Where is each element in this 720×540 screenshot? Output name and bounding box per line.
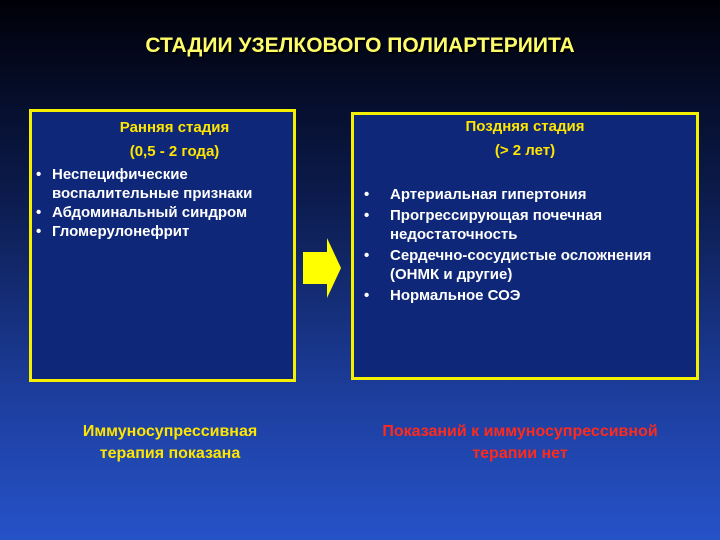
- bullet-icon: •: [36, 223, 42, 240]
- early-stage-box: [29, 109, 296, 382]
- list-item: [354, 206, 696, 244]
- early-stage-list: [32, 165, 293, 241]
- bullet-icon: •: [36, 166, 42, 183]
- bullet-icon: •: [364, 247, 370, 264]
- right-arrow-icon: [303, 238, 341, 298]
- late-stage-box: [351, 112, 699, 380]
- late-stage-heading-line1: Поздняя стадия: [465, 118, 585, 135]
- late-stage-heading-line2: (> 2 лет): [494, 142, 556, 159]
- list-item-text: Сердечно-сосудистые осложнения (ОНМК и другие): [390, 247, 652, 283]
- list-item-text: Нормальное СОЭ: [390, 287, 521, 304]
- list-item: [28, 165, 293, 203]
- list-item-text: Неспецифические воспалительные признаки: [52, 166, 253, 202]
- late-stage-note-line1: Показаний к иммуносупрессивной: [382, 423, 658, 440]
- late-stage-note-line2: терапии нет: [472, 445, 568, 462]
- bullet-icon: •: [36, 204, 42, 221]
- list-item: [354, 246, 696, 284]
- list-item: [354, 185, 696, 204]
- bullet-icon: •: [364, 186, 370, 203]
- list-item: [354, 286, 696, 305]
- list-item-text: Гломерулонефрит: [52, 223, 190, 240]
- late-stage-heading: [354, 115, 696, 163]
- early-stage-note-line2: терапия показана: [99, 445, 241, 462]
- list-item-text: Артериальная гипертония: [390, 186, 587, 203]
- bullet-icon: •: [364, 207, 370, 224]
- slide-title: СТАДИИ УЗЕЛКОВОГО ПОЛИАРТЕРИИТА: [145, 34, 575, 57]
- early-stage-therapy-note: [40, 421, 300, 465]
- list-item-text: Прогрессирующая почечная недостаточность: [390, 207, 603, 243]
- early-stage-heading-line1: Ранняя стадия: [119, 119, 230, 136]
- early-stage-note-line1: Иммуносупрессивная: [82, 423, 258, 440]
- early-stage-heading-line2: (0,5 - 2 года): [129, 143, 220, 160]
- list-item: [28, 203, 293, 222]
- early-stage-heading: [56, 116, 293, 164]
- late-stage-list: [354, 185, 696, 305]
- list-item-text: Абдоминальный синдром: [52, 204, 248, 221]
- late-stage-therapy-note: [340, 421, 700, 465]
- bullet-icon: •: [364, 287, 370, 304]
- list-item: [28, 222, 293, 241]
